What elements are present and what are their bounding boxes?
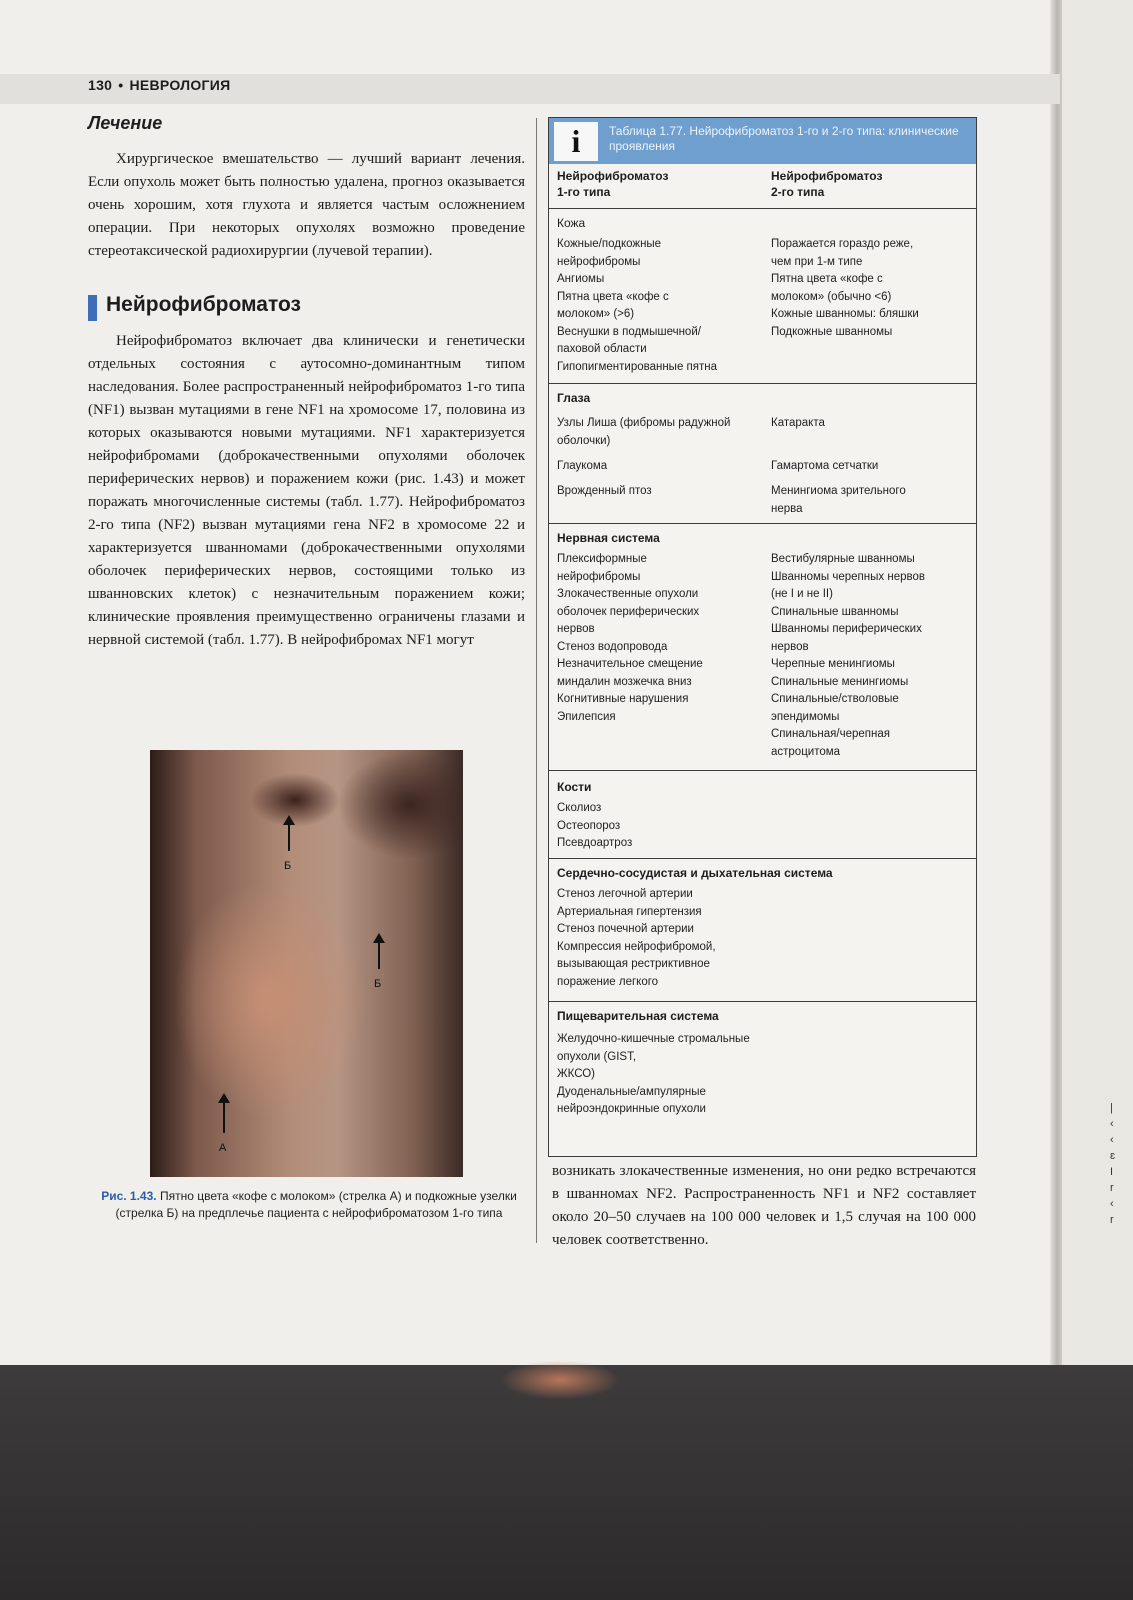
category-digestive: Пищеварительная система xyxy=(557,1009,719,1023)
arrow-b-right xyxy=(378,941,380,969)
arrow-b-top xyxy=(288,823,290,851)
table-cell: Поражается гораздо реже, чем при 1-м типе Пятна цвета «кофе с молоком» (обычно <6) Кожные шванномы: бляшки Подкожные шванномы xyxy=(771,238,919,338)
table-cell: Стеноз легочной артерии Артериальная гипертензия Стеноз почечной артерии Компрессия нейрофибромой, вызывающая рестриктивное поражение легкого xyxy=(557,888,716,988)
table-cell: Сколиоз Остеопороз Псевдоартроз xyxy=(557,802,633,849)
nf-paragraph: Нейрофиброматоз включает два клинически и генетически отдельных состояния с аутосомно-доминантным типом наследования. Более распространенный нейрофиброматоз 1-го типа (NF1) вызван мутациями в гене NF1 на хромосоме 17, половина из которых оказываются новыми мутациями. NF1 характеризуется нейрофибромами (доброкачественными опухолями оболочек периферических нервов) и поражением кожи (рис. 1.43) и может поражать многочисленные системы (табл. 1.77). Нейрофиброматоз 2-го типа (NF2) вызван мутациями гена NF2 в хромосоме 22 и характеризуется шванномами (доброкачественными опухолями оболочек периферических нервов, состоящими только из шванновских клеток) с незначительным поражением кожи; клинические проявления преимущественно ограничены глазами и нервной системой (табл. 1.77). В нейрофибромах NF1 могут xyxy=(88,333,525,648)
arrow-label: Б xyxy=(374,978,382,990)
treatment-paragraph: Хирургическое вмешательство — лучший вариант лечения. Если опухоль может быть полностью удалена, прогноз оказывается очень хорошим, хотя глухота и является частым осложнением операции. При некоторых опухолях возможно проведение стереотаксической радиохирургии (лучевой терапии). xyxy=(88,151,525,259)
table-header-band xyxy=(549,118,976,164)
nf-heading: Нейрофиброматоз xyxy=(106,293,301,316)
column-header-nf2: Нейрофиброматоз 2-го типа xyxy=(771,169,883,199)
figure-number: Рис. 1.43. xyxy=(101,1189,157,1203)
head-separator: • xyxy=(118,77,124,93)
column-divider xyxy=(536,118,537,1243)
table-rule xyxy=(549,208,976,209)
forearm-photo xyxy=(150,750,463,1177)
table-rule xyxy=(549,383,976,384)
arrow-label: А xyxy=(219,1142,227,1154)
arrow-label: Б xyxy=(284,860,292,872)
table-cell: Врожденный птоз xyxy=(557,485,652,497)
table-rule xyxy=(549,858,976,859)
table-cell: Гамартома сетчатки xyxy=(771,460,879,472)
running-head xyxy=(88,77,231,93)
scanner-bed xyxy=(0,1365,1133,1600)
info-icon: i xyxy=(554,122,598,161)
facing-page-edge xyxy=(1062,0,1133,1365)
table-1-77 xyxy=(548,117,977,1157)
table-cell: Кожные/подкожные нейрофибромы Ангиомы Пятна цвета «кофе с молоком» (>6) Веснушки в подмышечной/ паховой области Гипопигментированные пятна xyxy=(557,238,718,373)
table-cell: Менингиома зрительного нерва xyxy=(771,485,906,515)
table-cell: Вестибулярные шванномы Шванномы черепных нервов (не I и не II) Спинальные шванномы Шванномы периферических нервов Черепные менингиомы Спинальные менингиомы Спинальные/стволовые эпендимомы Спинальная/черепная астроцитома xyxy=(771,553,925,758)
page-number: 130 xyxy=(88,77,113,93)
figure-caption-text: Пятно цвета «кофе с молоком» (стрелка А) и подкожные узелки (стрелка Б) на предплечье пациента с нейрофиброматозом 1-го типа xyxy=(115,1189,517,1220)
table-cell: Плексиформные нейрофибромы Злокачественные опухоли оболочек периферических нервов Стеноз водопровода Незначительное смещение миндалин мозжечка вниз Когнитивные нарушения Эпилепсия xyxy=(557,553,703,723)
column-header-nf1: Нейрофиброматоз 1-го типа xyxy=(557,169,669,199)
facing-page-fragments: | ‹ ‹ ɛ I r ‹ r xyxy=(1110,1102,1116,1226)
figure-caption xyxy=(90,1188,528,1222)
section-name: НЕВРОЛОГИЯ xyxy=(129,77,231,93)
arrow-a xyxy=(223,1101,225,1133)
scanner-light-spot xyxy=(500,1360,620,1400)
heading-marker xyxy=(88,295,97,321)
table-rule xyxy=(549,770,976,771)
table-cell: Глаукома xyxy=(557,460,608,472)
table-cell: Желудочно-кишечные стромальные опухоли (GIST, ЖКСО) Дуоденальные/ампулярные нейроэндокринные опухоли xyxy=(557,1033,750,1115)
table-cell: Катаракта xyxy=(771,417,825,429)
category-nervous-system: Нервная система xyxy=(557,531,660,545)
table-rule xyxy=(549,523,976,524)
table-cell: Узлы Лиша (фибромы радужной оболочки) xyxy=(557,417,731,447)
treatment-heading: Лечение xyxy=(88,113,163,133)
category-bones: Кости xyxy=(557,780,592,794)
category-skin: Кожа xyxy=(557,216,586,230)
table-title: Таблица 1.77. Нейрофиброматоз 1-го и 2-го типа: клинические проявления xyxy=(609,124,959,153)
nf-paragraph-continuation: возникать злокачественные изменения, но они редко встречаются в шванномах NF2. Распространенность NF1 и NF2 составляет около 20–50 случаев на 100 000 человек и 1,5 случая на 100 000 человек соответственно. xyxy=(552,1163,976,1248)
category-cardio-respiratory: Сердечно-сосудистая и дыхательная система xyxy=(557,866,833,880)
table-rule xyxy=(549,1001,976,1002)
category-eyes: Глаза xyxy=(557,391,591,405)
